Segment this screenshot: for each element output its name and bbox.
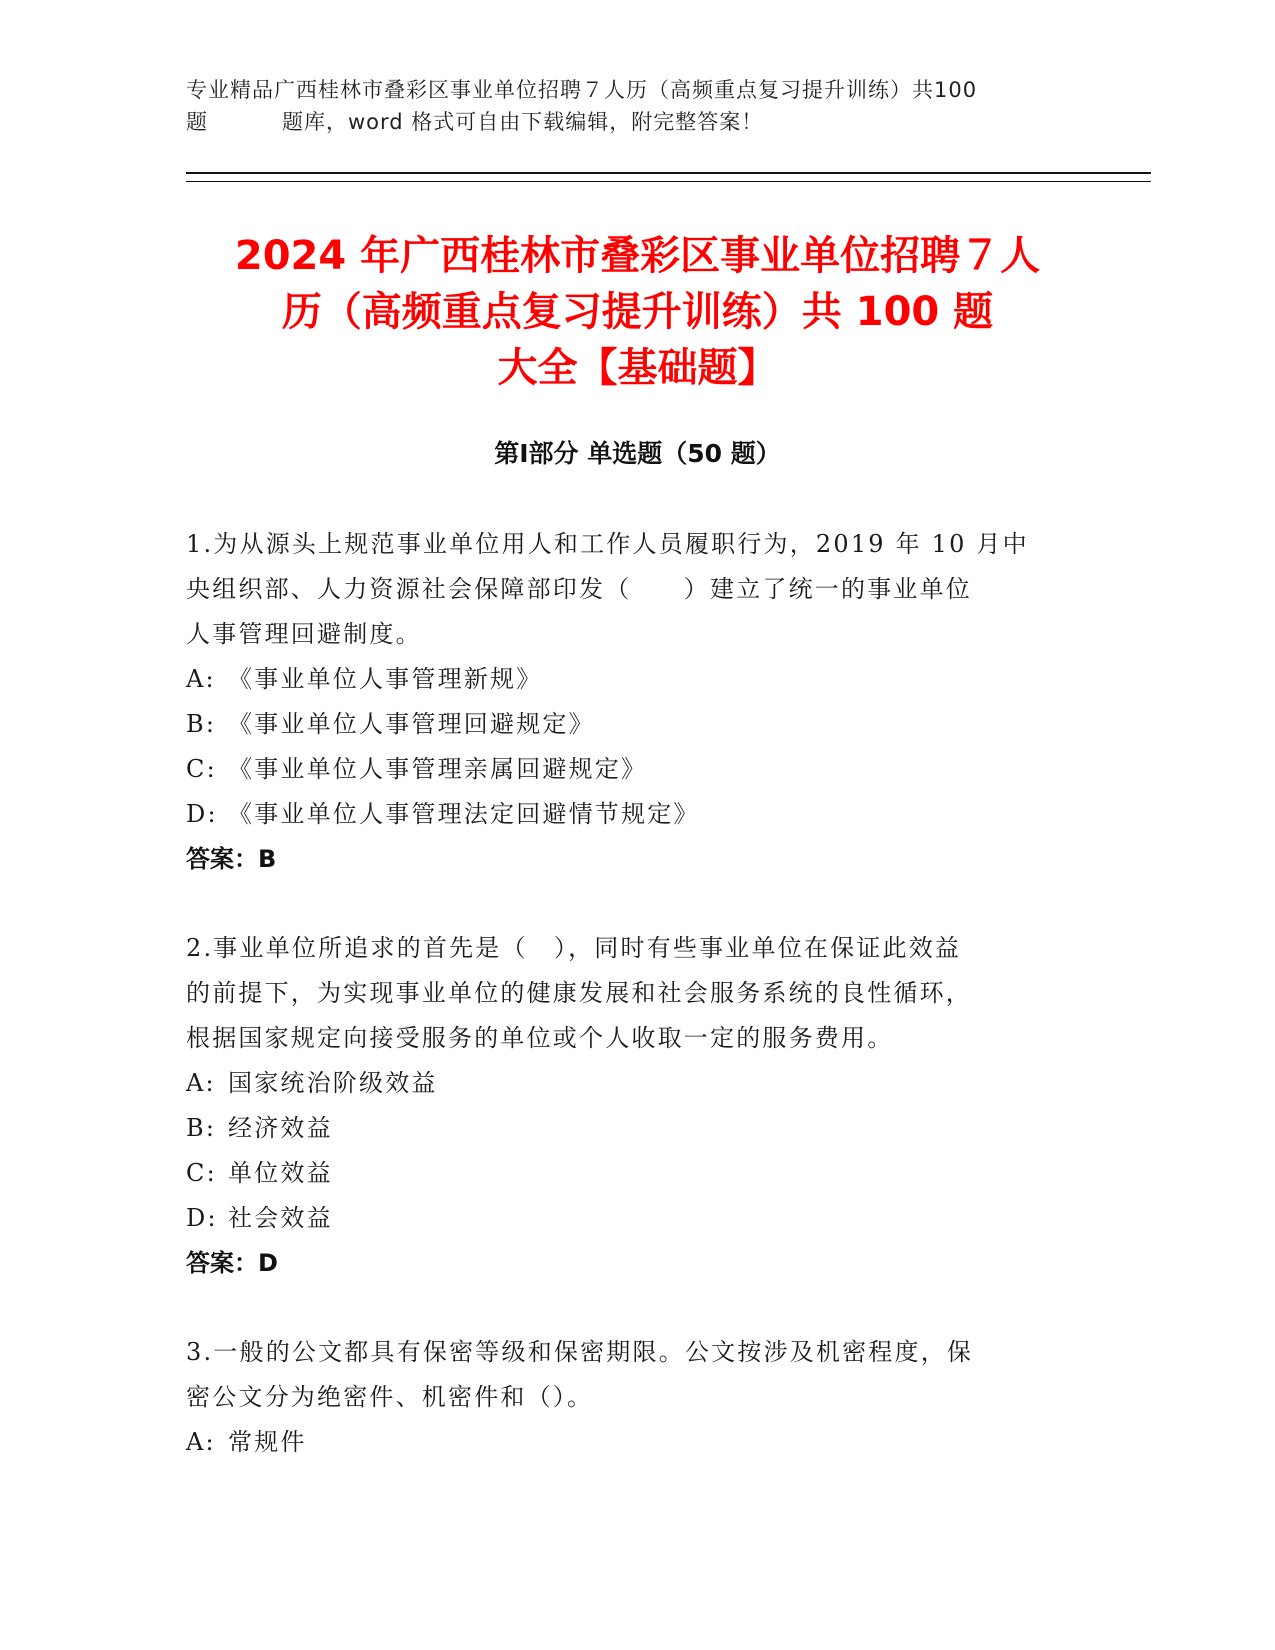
header-note	[186, 74, 1086, 138]
question-stem-line: 根据国家规定向接受服务的单位或个人收取一定的服务费用。	[186, 1024, 894, 1052]
header-rule-thin	[186, 181, 1151, 182]
option-letter: A:	[186, 1069, 216, 1097]
option-letter: B:	[186, 1114, 217, 1142]
option-letter: A:	[186, 665, 216, 693]
question-1	[186, 522, 1076, 882]
question-answer: 答案：D	[186, 1249, 278, 1277]
option-letter: D:	[186, 1204, 218, 1232]
option-text: 经济效益	[228, 1114, 333, 1142]
question-stem	[186, 926, 1076, 1061]
option-text: 《事业单位人事管理亲属回避规定》	[228, 755, 648, 783]
question-2	[186, 926, 1076, 1286]
option-b	[186, 1106, 1076, 1151]
option-text: 《事业单位人事管理回避规定》	[228, 710, 595, 738]
option-letter: B:	[186, 710, 217, 738]
question-answer: 答案：B	[186, 845, 277, 873]
document-title	[150, 228, 1125, 396]
option-d	[186, 792, 1076, 837]
question-list	[186, 522, 1076, 1509]
header-note-line2-rest: 题库，word 格式可自由下载编辑，附完整答案！	[282, 110, 764, 134]
question-stem-line: 人事管理回避制度。	[186, 620, 422, 648]
question-stem-line: 2.事业单位所追求的首先是（ ），同时有些事业单位在保证此效益	[186, 934, 962, 962]
header-note-line1: 专业精品广西桂林市叠彩区事业单位招聘７人历（高频重点复习提升训练）共100	[186, 78, 978, 102]
option-letter: D:	[186, 800, 218, 828]
header-rule-thick	[186, 172, 1151, 174]
option-c	[186, 747, 1076, 792]
option-a	[186, 1420, 1076, 1465]
option-text: 《事业单位人事管理新规》	[228, 665, 543, 693]
question-stem-line: 1.为从源头上规范事业单位用人和工作人员履职行为，2019 年 10 月中	[186, 530, 1029, 558]
option-a	[186, 657, 1076, 702]
header-note-line2	[186, 106, 1086, 138]
question-stem	[186, 522, 1076, 657]
question-stem-line: 央组织部、人力资源社会保障部印发（ ）建立了统一的事业单位	[186, 575, 972, 603]
header-note-line2-lead: 题	[186, 110, 208, 134]
question-3	[186, 1330, 1076, 1465]
option-text: 常规件	[228, 1428, 307, 1456]
document-title-line1: 2024 年广西桂林市叠彩区事业单位招聘７人	[234, 233, 1041, 279]
question-stem	[186, 1330, 1076, 1420]
option-text: 国家统治阶级效益	[228, 1069, 438, 1097]
question-stem-line: 密公文分为绝密件、机密件和（）。	[186, 1383, 594, 1411]
option-c	[186, 1151, 1076, 1196]
option-text: 单位效益	[228, 1159, 333, 1187]
option-a	[186, 1061, 1076, 1106]
option-text: 社会效益	[228, 1204, 333, 1232]
document-title-line2: 历（高频重点复习提升训练）共 100 题	[281, 289, 994, 335]
option-b	[186, 702, 1076, 747]
option-letter: C:	[186, 755, 217, 783]
option-letter: C:	[186, 1159, 217, 1187]
question-stem-line: 3.一般的公文都具有保密等级和保密期限。公文按涉及机密程度，保	[186, 1338, 974, 1366]
option-text: 《事业单位人事管理法定回避情节规定》	[228, 800, 700, 828]
option-d	[186, 1196, 1076, 1241]
option-letter: A:	[186, 1428, 216, 1456]
question-stem-line: 的前提下，为实现事业单位的健康发展和社会服务系统的良性循环，	[186, 979, 972, 1007]
section-heading: 第Ⅰ部分 单选题（50 题）	[494, 439, 781, 468]
document-title-line3: 大全【基础题】	[497, 345, 778, 391]
